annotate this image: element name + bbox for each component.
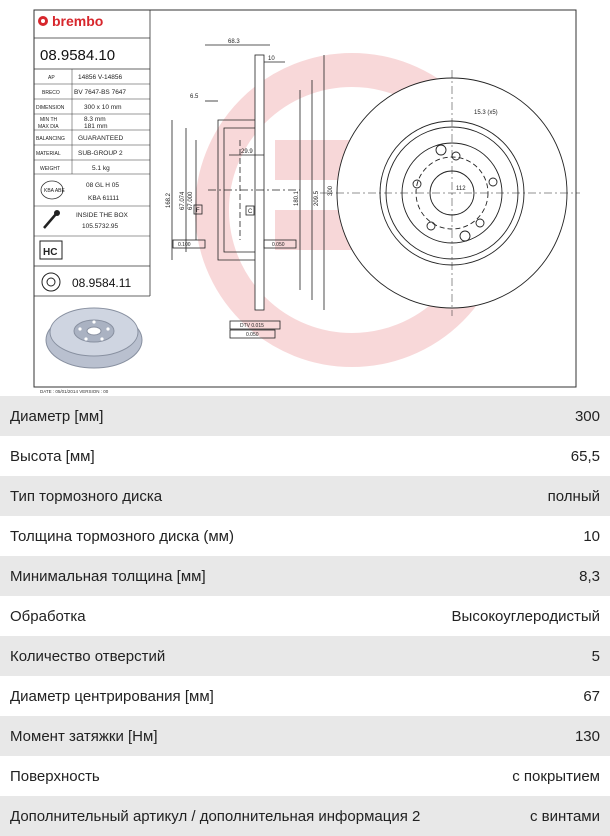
svg-text:GUARANTEED: GUARANTEED <box>78 135 124 142</box>
spec-value: 67 <box>583 687 600 705</box>
spec-label: Минимальная толщина [мм] <box>10 567 206 585</box>
inside-box-number: 105.5732.95 <box>82 223 119 230</box>
svg-text:BRECO: BRECO <box>42 90 60 96</box>
svg-text:MAX DIA: MAX DIA <box>38 124 59 130</box>
svg-text:HC: HC <box>43 247 58 258</box>
sheet-footer: DATE : 05/01/2014 VERSION : 00 <box>40 389 109 394</box>
svg-text:68.3: 68.3 <box>228 39 240 45</box>
kba-badge <box>41 181 66 199</box>
disc-type-icon <box>42 273 60 291</box>
spec-row-min-thickness <box>0 556 610 596</box>
kba-line-1: 08 GL H 05 <box>86 182 120 189</box>
spec-row-surface <box>0 756 610 796</box>
svg-text:0.050: 0.050 <box>246 332 259 338</box>
disc-photo <box>46 308 142 368</box>
svg-text:C: C <box>248 209 253 215</box>
svg-text:0.050: 0.050 <box>272 242 285 248</box>
svg-text:181 mm: 181 mm <box>84 123 108 130</box>
spec-row-centering <box>0 676 610 716</box>
spec-row-disc-type <box>0 476 610 516</box>
spec-label: Диаметр центрирования [мм] <box>10 687 214 705</box>
svg-text:F: F <box>196 208 200 214</box>
spec-label: Количество отверстий <box>10 647 166 665</box>
spec-value: полный <box>547 487 600 505</box>
spec-label: Момент затяжки [Нм] <box>10 727 158 745</box>
svg-text:10: 10 <box>268 56 275 62</box>
svg-text:BV 7647-BS 7647: BV 7647-BS 7647 <box>74 89 127 96</box>
svg-text:180.1: 180.1 <box>294 190 300 206</box>
svg-text:67.000: 67.000 <box>188 191 194 210</box>
svg-text:WEIGHT: WEIGHT <box>40 166 60 172</box>
part-number: 08.9584.10 <box>40 47 116 64</box>
spec-row-holes <box>0 636 610 676</box>
front-view <box>320 70 580 316</box>
svg-text:29.9: 29.9 <box>241 149 253 155</box>
spec-value: 300 <box>574 407 600 425</box>
spec-label: Диаметр [мм] <box>10 407 104 425</box>
svg-text:KBA ABE: KBA ABE <box>44 188 65 194</box>
bolt-hole-dim: 15.3 (x5) <box>474 110 498 116</box>
spec-label: Поверхность <box>10 767 100 785</box>
svg-text:MIN TH: MIN TH <box>40 117 58 123</box>
svg-text:DIMENSION: DIMENSION <box>36 105 65 111</box>
brand-name: brembo <box>52 13 104 29</box>
spec-label: Тип тормозного диска <box>10 487 163 505</box>
spec-label: Обработка <box>10 607 86 625</box>
svg-text:0.100: 0.100 <box>178 242 191 248</box>
svg-text:AP: AP <box>48 75 55 81</box>
inside-box-title: INSIDE THE BOX <box>76 212 128 219</box>
specifications-table <box>0 396 610 836</box>
svg-text:6.5: 6.5 <box>190 94 199 100</box>
spec-row-thickness <box>0 516 610 556</box>
brembo-logo <box>38 13 103 29</box>
spec-label: Толщина тормозного диска (мм) <box>10 527 234 545</box>
svg-text:SUB-GROUP 2: SUB-GROUP 2 <box>78 150 123 157</box>
alt-part-number: 08.9584.11 <box>72 276 132 290</box>
spec-value: 10 <box>583 527 600 545</box>
kba-line-2: KBA 61111 <box>88 195 120 202</box>
svg-text:300: 300 <box>328 185 334 196</box>
svg-text:5.1 kg: 5.1 kg <box>92 165 110 172</box>
spec-label: Дополнительный артикул / дополнительная информация 2 <box>10 807 421 825</box>
svg-text:MATERIAL: MATERIAL <box>36 151 61 157</box>
svg-text:BALANCING: BALANCING <box>36 136 65 142</box>
spec-row-height <box>0 436 610 476</box>
spec-value: с покрытием <box>512 767 600 785</box>
spec-value: 130 <box>574 727 600 745</box>
pcd-dim: 112 <box>456 186 466 192</box>
svg-text:8.3 mm: 8.3 mm <box>84 116 106 123</box>
spec-row-treatment <box>0 596 610 636</box>
spec-row-diameter <box>0 396 610 436</box>
spec-row-torque <box>0 716 610 756</box>
svg-text:209.5: 209.5 <box>314 190 320 206</box>
svg-text:14856 V-14856: 14856 V-14856 <box>78 74 123 81</box>
spec-value: Высокоуглеродистый <box>451 607 600 625</box>
spec-label: Высота [мм] <box>10 447 95 465</box>
spec-table <box>34 69 150 174</box>
svg-text:67.074: 67.074 <box>180 191 186 210</box>
spec-value: 8,3 <box>579 567 600 585</box>
spec-value: 65,5 <box>570 447 600 465</box>
svg-text:DTV 0.015: DTV 0.015 <box>240 323 264 329</box>
technical-drawing-sheet <box>0 0 610 396</box>
svg-text:168.2: 168.2 <box>166 192 172 208</box>
spec-value: с винтами <box>529 807 600 825</box>
svg-text:300 x 10 mm: 300 x 10 mm <box>84 104 122 111</box>
wrench-icon <box>44 210 60 228</box>
spec-value: 5 <box>591 647 600 665</box>
hc-badge <box>40 241 62 259</box>
spec-row-extra <box>0 796 610 836</box>
